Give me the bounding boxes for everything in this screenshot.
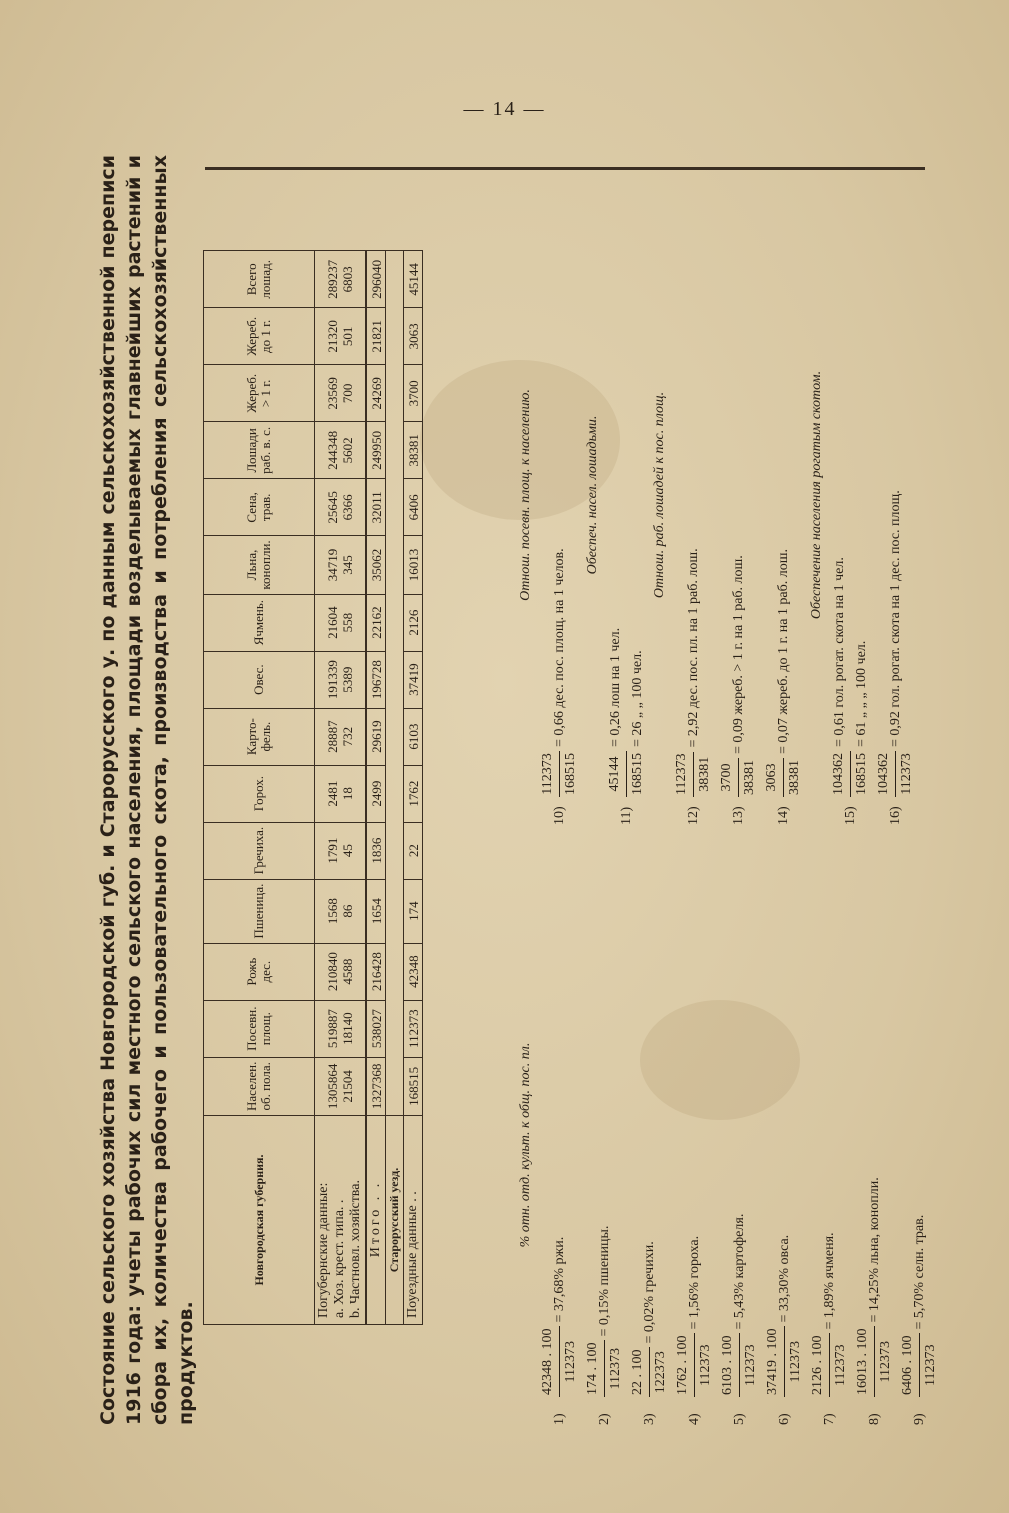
table-row bbox=[404, 251, 423, 1325]
table-cell: 16013 bbox=[404, 536, 423, 594]
formula-line: 12) 112373 38381 = 2,92 дес. пос. пл. на 1 раб. лош. bbox=[671, 165, 716, 825]
table-cell: 1791 45 bbox=[315, 822, 367, 879]
formulas-heading: Обеспечение населения рогатым скотом. bbox=[809, 370, 824, 620]
formula-line: 13) 3700 38381 = 0,09 жереб. > 1 г. на 1 раб. лош. bbox=[716, 165, 761, 825]
column-header: Овес. bbox=[204, 651, 315, 708]
formula-line: 16) 104362 112373 = 0,92 гол. рогат. скота на 1 дес. пос. площ. bbox=[873, 165, 918, 825]
formulas-heading: % отн. отд. культ. к общ. пос. пл. bbox=[518, 1042, 533, 1248]
table-cell: 210840 4588 bbox=[315, 943, 367, 1000]
column-header: Гречиха. bbox=[204, 822, 315, 879]
formula-line: 7) 2126 . 100 112373 = 1,89% ячменя. bbox=[807, 865, 852, 1425]
formula-line: 11) 45144 168515 = 0,26 лош на 1 чел. = 26 „ „ 100 чел. bbox=[604, 165, 649, 825]
table-cell: 35062 bbox=[366, 536, 386, 594]
column-header: Сена, трав. bbox=[204, 479, 315, 536]
column-header: Посевн. площ. bbox=[204, 1000, 315, 1057]
table-cell: 196728 bbox=[366, 651, 386, 708]
table-cell: 249950 bbox=[366, 422, 386, 479]
table-cell: 42348 bbox=[404, 943, 423, 1000]
column-header: Рожь дес. bbox=[204, 943, 315, 1000]
page-title: Состояние сельского хозяйства Новгородской губ. и Старорусского у. по данным сельскохозяйственной переписи 1916 года: учеты рабочих сил местного сельского населения, площади возделываемых главнейших растений и сбора их, количества рабочего и пользовательного скота, производства и потребления сельскохозяйственных продуктов. bbox=[97, 155, 197, 1425]
formula-line: 14) 3063 38381 = 0,07 жереб. до 1 г. на 1 раб. лош. bbox=[761, 165, 806, 825]
formula-line: 2) 174 . 100 112373 = 0,15% пшеницы. bbox=[582, 865, 627, 1425]
table-cell: 538027 bbox=[366, 1000, 386, 1057]
formula-line: 8) 16013 . 100 112373 = 14,25% льна, конопли. bbox=[852, 865, 897, 1425]
column-header: Льна, конопли. bbox=[204, 536, 315, 594]
row-label: Итого . . bbox=[366, 1116, 386, 1325]
formula-line: 9) 6406 . 100 112373 = 5,70% селн. трав. bbox=[897, 865, 942, 1425]
percent-formulas bbox=[515, 865, 942, 1425]
table-cell: 21821 bbox=[366, 308, 386, 365]
column-header: Населен. об. пола. bbox=[204, 1057, 315, 1115]
formulas-heading: Отнош. посевн. площ. к населению. bbox=[518, 389, 533, 601]
table-cell: 289237 6803 bbox=[315, 251, 367, 308]
formula-line: 3) 22 . 100 122373 = 0,02% гречихи. bbox=[627, 865, 672, 1425]
table-cell: 2481 18 bbox=[315, 765, 367, 822]
formulas-heading: Обеспеч. насел. лошадьми. bbox=[585, 415, 600, 575]
table-row-total bbox=[366, 251, 386, 1325]
row-label: Погубернские данные: а. Хоз. крест. типа. . b. Частновл. хозяйства. bbox=[315, 1116, 367, 1325]
table-cell: 34719 345 bbox=[315, 536, 367, 594]
table-cell: 23569 700 bbox=[315, 365, 367, 422]
table-cell: 2499 bbox=[366, 765, 386, 822]
column-header: Всего лошад. bbox=[204, 251, 315, 308]
formulas-heading: Отнош. раб. лошадей к пос. площ. bbox=[652, 391, 667, 599]
table-section-row bbox=[386, 251, 404, 1325]
page-number: — 14 — bbox=[463, 98, 546, 120]
table-cell: 25645 6366 bbox=[315, 479, 367, 536]
table-cell: 32011 bbox=[366, 479, 386, 536]
formula-line: 10) 112373 168515 = 0,66 дес. пос. площ. на 1 челов. bbox=[537, 165, 582, 825]
table-cell: 45144 bbox=[404, 251, 423, 308]
table-cell: 38381 bbox=[404, 422, 423, 479]
column-header: Пшеница. bbox=[204, 879, 315, 943]
table-cell: 21604 558 bbox=[315, 594, 367, 651]
table-cell: 1836 bbox=[366, 822, 386, 879]
formula-line: 1) 42348 . 100 112373 = 37,68% ржи. bbox=[537, 865, 582, 1425]
table-cell: 519887 18140 bbox=[315, 1000, 367, 1057]
formula-line: 4) 1762 . 100 112373 = 1,56% гороха. bbox=[672, 865, 717, 1425]
column-header: Горох. bbox=[204, 765, 315, 822]
table-cell: 296040 bbox=[366, 251, 386, 308]
table-cell: 1762 bbox=[404, 765, 423, 822]
rotated-content bbox=[95, 145, 955, 1445]
table-cell: 6103 bbox=[404, 708, 423, 765]
table-cell: 21320 501 bbox=[315, 308, 367, 365]
table-corner: Новгородская губерния. bbox=[204, 1116, 315, 1325]
table-cell: 2126 bbox=[404, 594, 423, 651]
column-header: Жереб. до 1 г. bbox=[204, 308, 315, 365]
table-cell: 3063 bbox=[404, 308, 423, 365]
table-cell: 29619 bbox=[366, 708, 386, 765]
table-cell: 22162 bbox=[366, 594, 386, 651]
table-cell: 37419 bbox=[404, 651, 423, 708]
table-cell bbox=[386, 251, 404, 1116]
table-cell: 22 bbox=[404, 822, 423, 879]
section-label: Старорусский уезд. bbox=[386, 1116, 404, 1325]
ratio-formulas bbox=[515, 165, 918, 825]
table-cell: 24269 bbox=[366, 365, 386, 422]
table-header-row bbox=[204, 251, 315, 1325]
table-cell: 168515 bbox=[404, 1057, 423, 1115]
formula-line: 6) 37419 . 100 112373 = 33,30% овса. bbox=[762, 865, 807, 1425]
table-cell: 3700 bbox=[404, 365, 423, 422]
table-cell: 112373 bbox=[404, 1000, 423, 1057]
column-header: Лошади раб. в. с. bbox=[204, 422, 315, 479]
table-cell: 28887 732 bbox=[315, 708, 367, 765]
statistics-table bbox=[203, 250, 423, 1325]
table-cell: 216428 bbox=[366, 943, 386, 1000]
column-header: Карто-фель. bbox=[204, 708, 315, 765]
table-cell: 1305864 21504 bbox=[315, 1057, 367, 1115]
column-header: Ячмень. bbox=[204, 594, 315, 651]
table-cell: 244348 5602 bbox=[315, 422, 367, 479]
table-cell: 1568 86 bbox=[315, 879, 367, 943]
table-cell: 6406 bbox=[404, 479, 423, 536]
table-cell: 174 bbox=[404, 879, 423, 943]
formula-line: 5) 6103 . 100 112373 = 5,43% картофеля. bbox=[717, 865, 762, 1425]
row-label: Поуездные данные . . bbox=[404, 1116, 423, 1325]
formula-line: 15) 104362 168515 = 0,61 гол. рогат. скота на 1 чел. = 61 „ „ „ 100 чел. bbox=[828, 165, 873, 825]
table-cell: 191339 5389 bbox=[315, 651, 367, 708]
table-cell: 1654 bbox=[366, 879, 386, 943]
table-row bbox=[315, 251, 367, 1325]
column-header: Жереб. > 1 г. bbox=[204, 365, 315, 422]
table-cell: 1327368 bbox=[366, 1057, 386, 1115]
